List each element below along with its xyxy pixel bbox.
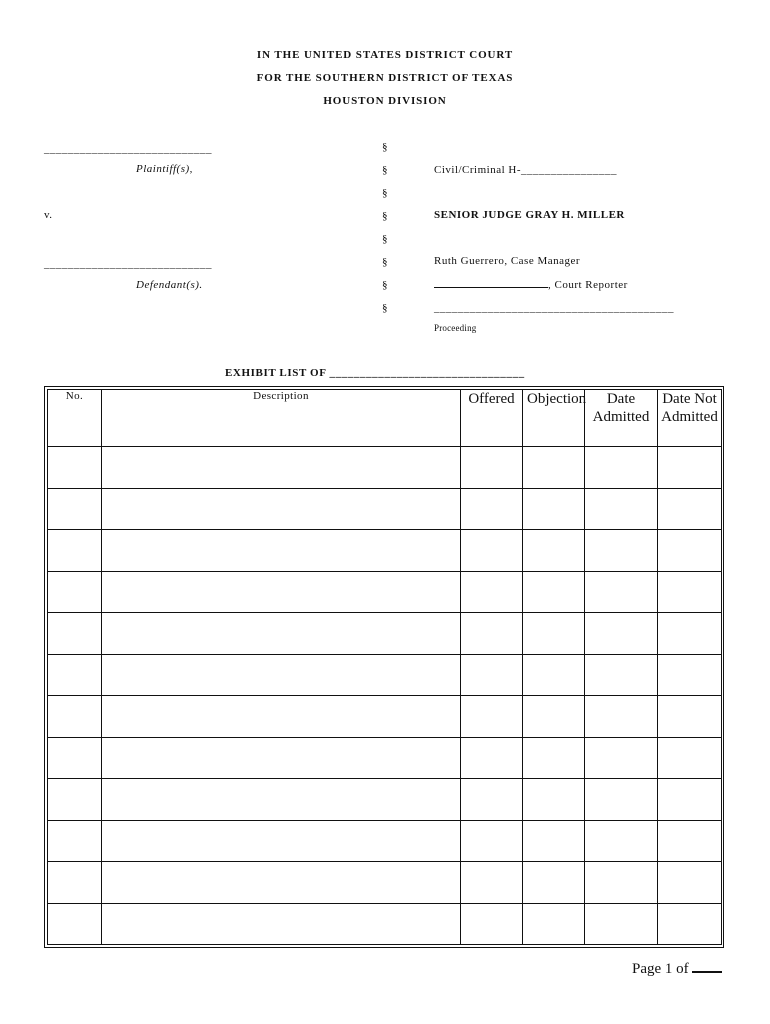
section-symbol: § [382, 141, 388, 153]
cell-date-admitted[interactable] [585, 488, 658, 530]
table-row [48, 447, 722, 489]
court-reporter-label: , Court Reporter [548, 279, 628, 291]
court-division: HOUSTON DIVISION [323, 95, 447, 107]
section-symbol: § [382, 187, 388, 199]
table-row [48, 488, 722, 530]
column-header-description: Description [102, 390, 461, 447]
section-symbol: § [382, 233, 388, 245]
table-row [48, 530, 722, 572]
table-row [48, 862, 722, 904]
cell-date-admitted[interactable] [585, 862, 658, 904]
cell-objection[interactable] [523, 903, 585, 945]
versus-label: v. [44, 209, 53, 221]
exhibit-table [47, 389, 722, 945]
cell-offered[interactable] [461, 779, 523, 821]
cell-date-not-admitted[interactable] [658, 779, 722, 821]
column-header-date-not-admitted: Date Not Admitted [658, 390, 722, 447]
cell-date-admitted[interactable] [585, 571, 658, 613]
cell-date-not-admitted[interactable] [658, 903, 722, 945]
cell-offered[interactable] [461, 654, 523, 696]
cell-description[interactable] [102, 571, 461, 613]
cell-date-not-admitted[interactable] [658, 488, 722, 530]
table-row [48, 696, 722, 738]
cell-no[interactable] [48, 779, 102, 821]
table-row [48, 571, 722, 613]
cell-description[interactable] [102, 654, 461, 696]
cell-no[interactable] [48, 737, 102, 779]
cell-description[interactable] [102, 737, 461, 779]
cell-offered[interactable] [461, 737, 523, 779]
cell-description[interactable] [102, 447, 461, 489]
cell-objection[interactable] [523, 447, 585, 489]
cell-objection[interactable] [523, 862, 585, 904]
cell-description[interactable] [102, 820, 461, 862]
cell-objection[interactable] [523, 696, 585, 738]
cell-date-not-admitted[interactable] [658, 447, 722, 489]
court-district: FOR THE SOUTHERN DISTRICT OF TEXAS [256, 72, 514, 84]
table-header-row [48, 390, 722, 447]
cell-offered[interactable] [461, 820, 523, 862]
court-reporter-blank [434, 278, 548, 288]
cell-offered[interactable] [461, 613, 523, 655]
cell-offered[interactable] [461, 571, 523, 613]
section-symbol: § [382, 164, 388, 176]
total-pages-blank [692, 957, 722, 973]
cell-description[interactable] [102, 903, 461, 945]
cell-description[interactable] [102, 779, 461, 821]
cell-description[interactable] [102, 488, 461, 530]
cell-objection[interactable] [523, 488, 585, 530]
table-row [48, 654, 722, 696]
cell-date-admitted[interactable] [585, 530, 658, 572]
cell-offered[interactable] [461, 903, 523, 945]
case-manager: Ruth Guerrero, Case Manager [434, 255, 581, 267]
cell-objection[interactable] [523, 737, 585, 779]
cell-description[interactable] [102, 862, 461, 904]
cell-objection[interactable] [523, 820, 585, 862]
cell-date-not-admitted[interactable] [658, 654, 722, 696]
page-number [632, 957, 722, 978]
section-symbol: § [382, 279, 388, 291]
table-row [48, 903, 722, 945]
cell-offered[interactable] [461, 696, 523, 738]
table-row [48, 779, 722, 821]
plaintiff-name-blank: ____________________________ [44, 143, 212, 155]
cell-offered[interactable] [461, 447, 523, 489]
column-header-no: No. [48, 390, 102, 447]
civil-criminal-number: Civil/Criminal H-________________ [434, 164, 618, 176]
cell-offered[interactable] [461, 862, 523, 904]
exhibit-list-title: EXHIBIT LIST OF ________________________________ [225, 367, 525, 379]
cell-description[interactable] [102, 696, 461, 738]
cell-objection[interactable] [523, 654, 585, 696]
cell-no[interactable] [48, 571, 102, 613]
column-header-objection: Objection [523, 390, 585, 447]
section-symbol: § [382, 210, 388, 222]
proceeding-blank: ________________________________________ [434, 302, 674, 314]
cell-description[interactable] [102, 613, 461, 655]
cell-date-not-admitted[interactable] [658, 530, 722, 572]
cell-no[interactable] [48, 530, 102, 572]
cell-offered[interactable] [461, 488, 523, 530]
court-name: IN THE UNITED STATES DISTRICT COURT [256, 49, 514, 61]
cell-no[interactable] [48, 447, 102, 489]
cell-date-not-admitted[interactable] [658, 696, 722, 738]
defendant-name-blank: ____________________________ [44, 258, 212, 270]
table-row [48, 820, 722, 862]
court-reporter [434, 278, 628, 291]
cell-date-not-admitted[interactable] [658, 737, 722, 779]
column-header-date-admitted: Date Admitted [585, 390, 658, 447]
plaintiff-label: Plaintiff(s), [136, 163, 193, 175]
cell-date-admitted[interactable] [585, 696, 658, 738]
cell-objection[interactable] [523, 613, 585, 655]
cell-date-not-admitted[interactable] [658, 571, 722, 613]
table-row [48, 613, 722, 655]
cell-objection[interactable] [523, 530, 585, 572]
section-symbol: § [382, 302, 388, 314]
cell-date-admitted[interactable] [585, 737, 658, 779]
cell-date-admitted[interactable] [585, 820, 658, 862]
cell-date-admitted[interactable] [585, 447, 658, 489]
page-number-label: Page 1 of [632, 961, 693, 977]
cell-objection[interactable] [523, 779, 585, 821]
cell-no[interactable] [48, 488, 102, 530]
cell-description[interactable] [102, 530, 461, 572]
table-row [48, 737, 722, 779]
section-symbol: § [382, 256, 388, 268]
column-header-offered: Offered [461, 390, 523, 447]
cell-no[interactable] [48, 613, 102, 655]
cell-date-not-admitted[interactable] [658, 862, 722, 904]
cell-no[interactable] [48, 820, 102, 862]
exhibit-rows [48, 447, 722, 945]
cell-no[interactable] [48, 696, 102, 738]
cell-offered[interactable] [461, 530, 523, 572]
proceeding-label: Proceeding [434, 323, 477, 333]
cell-date-not-admitted[interactable] [658, 820, 722, 862]
cell-date-admitted[interactable] [585, 654, 658, 696]
cell-date-admitted[interactable] [585, 779, 658, 821]
cell-objection[interactable] [523, 571, 585, 613]
defendant-label: Defendant(s). [136, 279, 203, 291]
cell-no[interactable] [48, 862, 102, 904]
judge-name: SENIOR JUDGE GRAY H. MILLER [434, 209, 625, 221]
cell-date-admitted[interactable] [585, 613, 658, 655]
cell-date-not-admitted[interactable] [658, 613, 722, 655]
exhibit-table-frame [44, 386, 724, 948]
cell-date-admitted[interactable] [585, 903, 658, 945]
cell-no[interactable] [48, 654, 102, 696]
cell-no[interactable] [48, 903, 102, 945]
